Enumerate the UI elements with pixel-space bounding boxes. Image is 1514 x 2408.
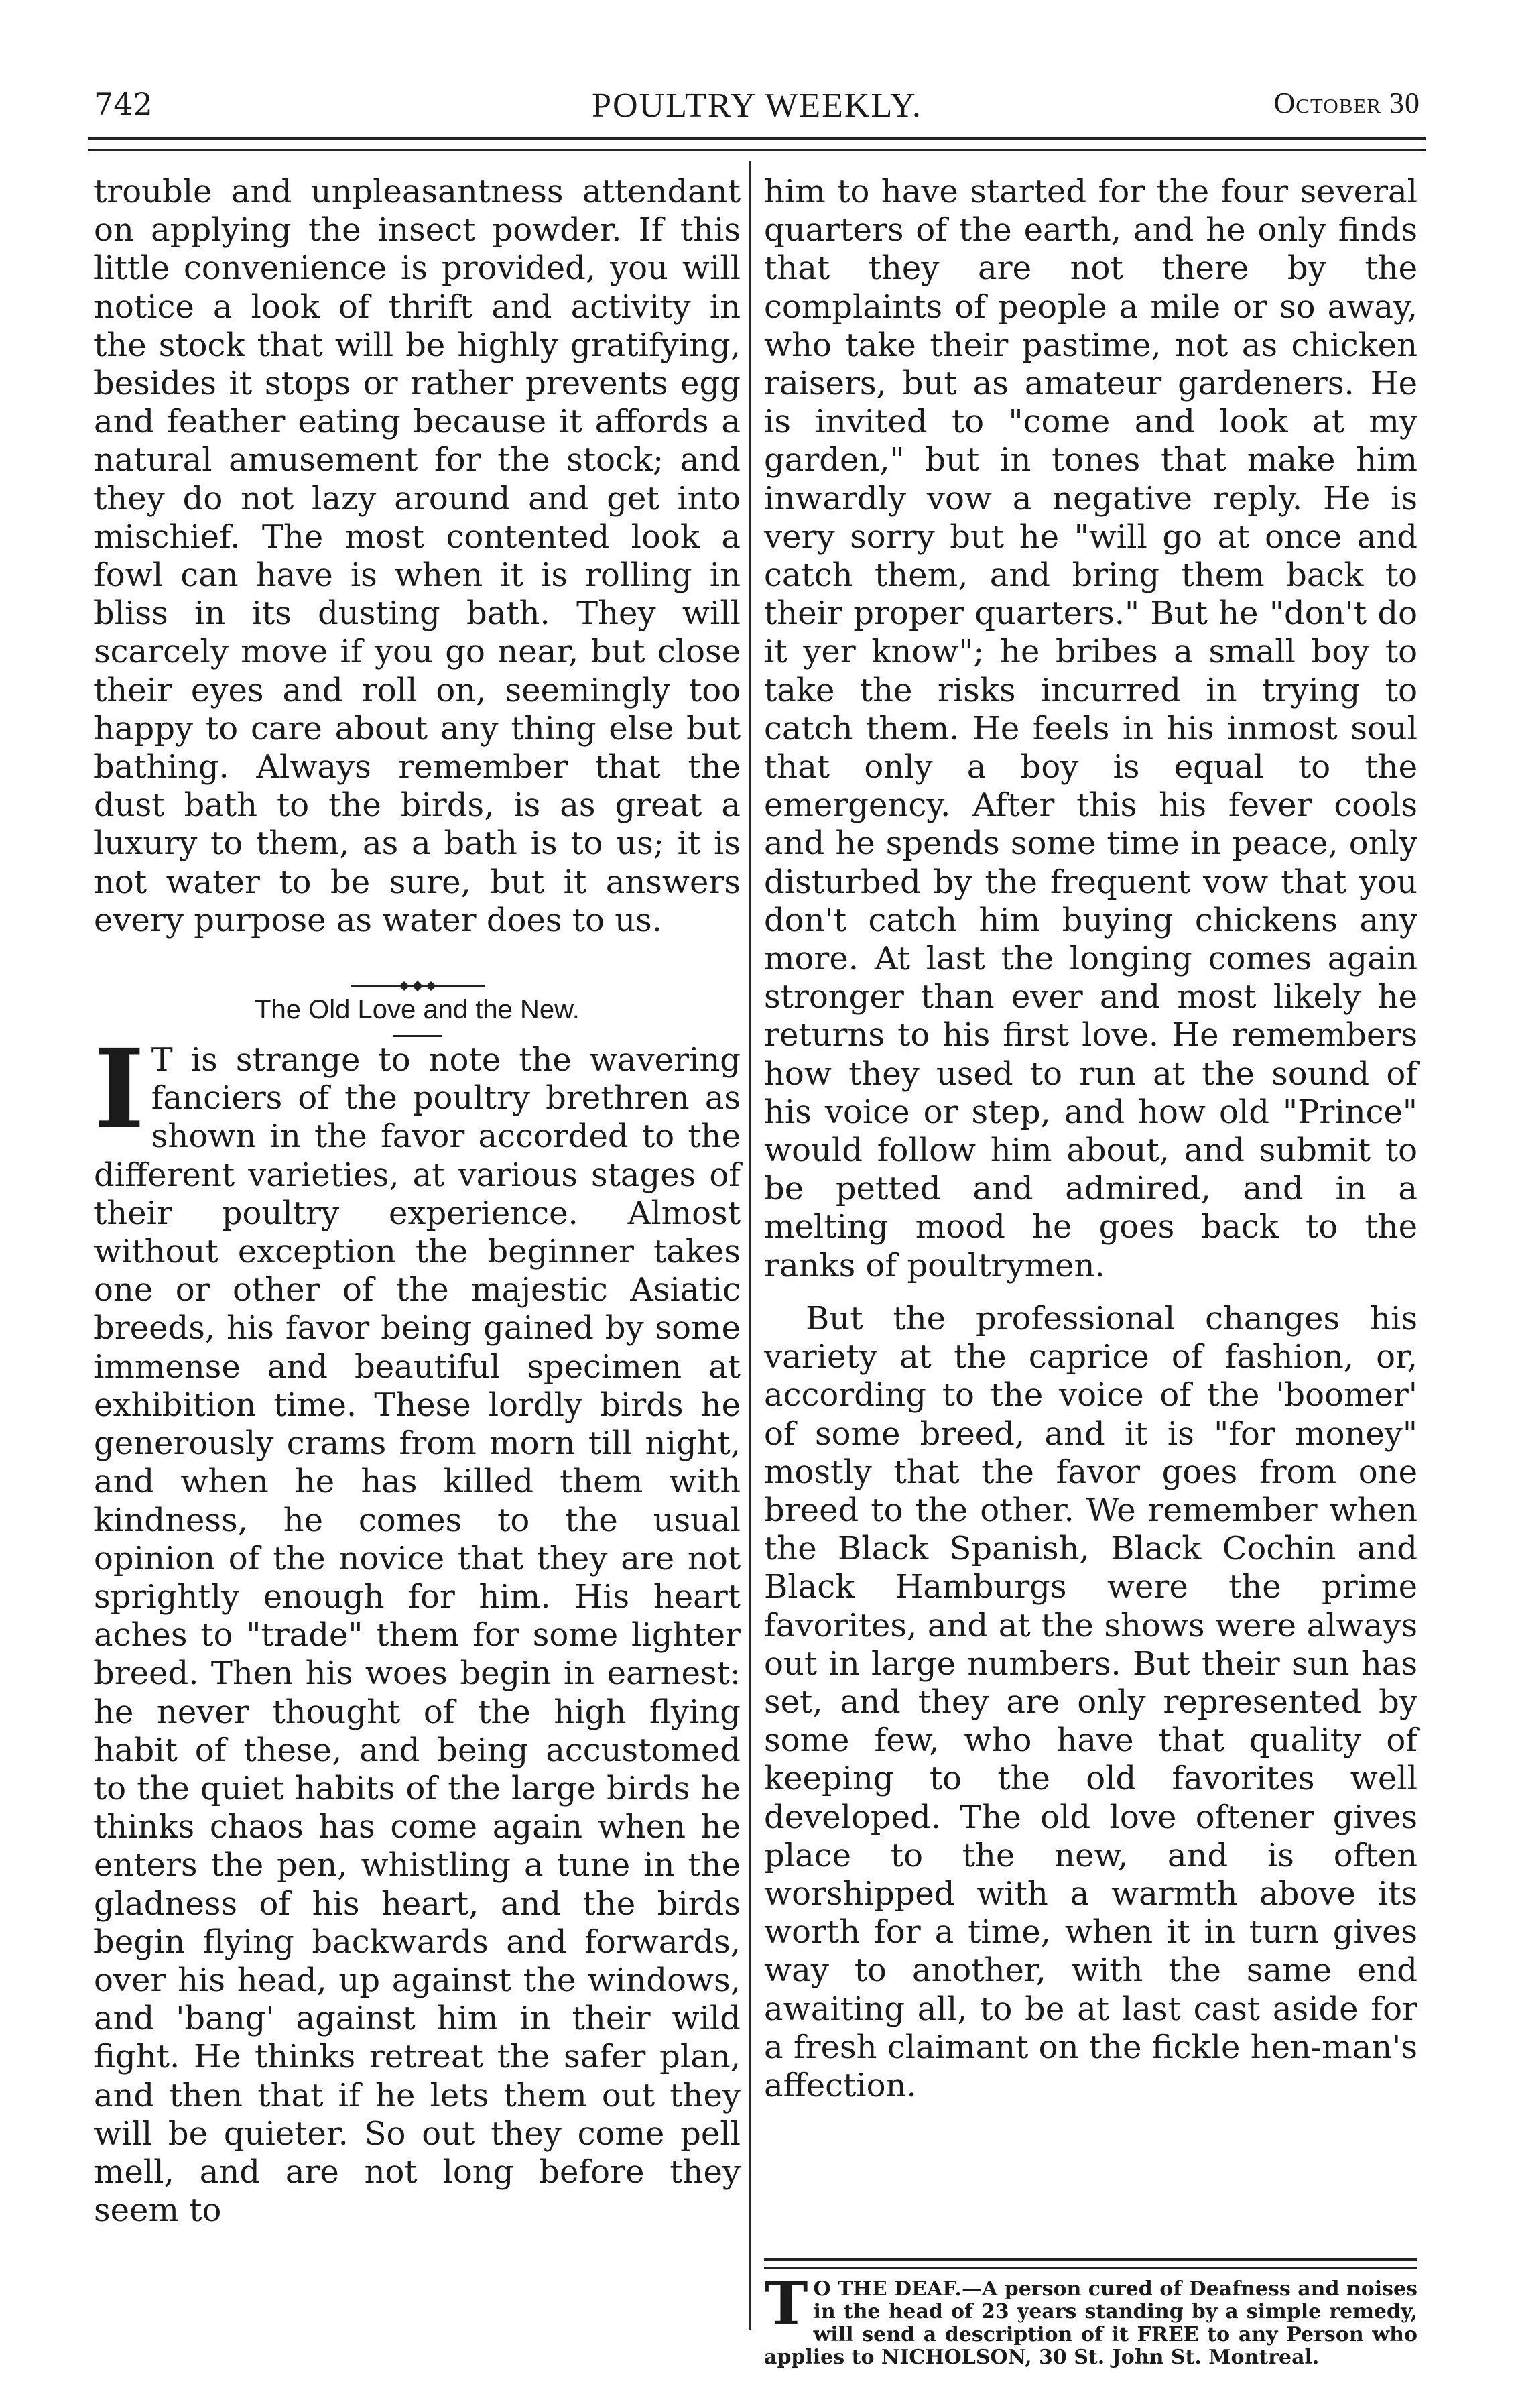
rule-ornament-icon <box>94 964 741 983</box>
right-column <box>764 173 1417 2105</box>
advertisement-text: O THE DEAF.—A person cured of Deafness and noises in the head of 23 years standing by a simple remedy, will send a description of it FREE to any Person who applies to NICHOLSON, 30 St. John St. Montreal. <box>764 2277 1417 2369</box>
page-header <box>94 86 1420 139</box>
article-paragraph-continued: him to have started for the four several quarters of the earth, and he only finds that they are not there by the complaints of people a mile or so away, who take their pastime, not as chicken raisers, but as amateur gardeners. He is invited to "come and look at my garden," but in tones that make him inwardly vow a negative reply. He is very sorry but he "will go at once and catch them, and bring them back to their proper quarters." But he "don't do it yer know"; he bribes a small boy to take the risks incurred in trying to catch them. He feels in his inmost soul that only a boy is equal to the emergency. After this his fever cools and he spends some time in peace, only disturbed by the frequent vow that you don't catch him buying chickens any more. At last the longing comes again stronger than ever and most likely he returns to his first love. He remembers how they used to run at the sound of his voice or step, and how old "Prince" would follow him about, and submit to be petted and admired, and in a melting mood he goes back to the ranks of poultrymen. <box>764 173 1417 1284</box>
advertisement-drop-cap: T <box>764 2269 808 2338</box>
heading-rule <box>393 1035 442 1037</box>
issue-date: October 30 <box>1273 86 1420 119</box>
article-opening-text: T is strange to note the wavering fanciers of the poultry brethren as shown in the favor accorded to the different varieties, at various stages of their poultry experience. Almost without exception the beginner takes one or other of the majestic Asiatic breeds, his favor being gained by some immense and beautiful specimen at exhibition time. These lordly birds he generously crams from morn till night, and when he has killed them with kindness, he comes to the usual opinion of the novice that they are not sprightly enough for him. His heart aches to "trade" them for some lighter breed. Then his woes begin in earnest: he never thought of the high flying habit of these, and being accustomed to the quiet habits of the large birds he thinks chaos has come again when he enters the pen, whistling a tune in the gladness of his heart, and the birds begin flying backwards and forwards, over his head, up against the windows, and 'bang' against him in their wild fight. He thinks retreat the safer plan, and then that if he lets them out they will be quieter. So out they come pell mell, and are not long before they seem to <box>94 1041 741 2230</box>
continued-paragraph: trouble and unpleasantness attendant on applying the insect powder. If this little convenience is provided, you will notice a look of thrift and activity in the stock that will be highly gratifying, besides it stops or rather prevents egg and feather eating because it affords a natural amusement for the stock; and they do not lazy around and get into mischief. The most contented look a fowl can have is when it is rolling in bliss in its dusting bath. They will scarcely move if you go near, but close their eyes and roll on, seemingly too happy to care about any thing else but bathing. Always remember that the dust bath to the birds, is as great a luxury to them, as a bath is to us; it is not water to be sure, but it answers every purpose as water does to us. <box>94 173 741 939</box>
article-paragraph-final: But the professional changes his variety at the caprice of fashion, or, according to the voice of the 'boomer' of some breed, and it is "for money" mostly that the favor goes from one breed to the other. We remember when the Black Spanish, Black Cochin and Black Hamburgs were the prime favorites, and at the shows were always out in large numbers. But their sun has set, and they are only represented by some few, who have that quality of keeping to the old favorites well developed. The old love oftener gives place to the new, and is often worshipped with a warmth above its worth for a time, when it in turn gives way to another, with the same end awaiting all, to be at last cast aside for a fresh claimant on the fickle hen-man's affection. <box>764 1299 1417 2104</box>
advertisement-rule <box>764 2258 1417 2269</box>
left-column <box>94 173 741 2230</box>
article-title: The Old Love and the New. <box>255 995 580 1025</box>
page-number: 742 <box>94 86 153 122</box>
publication-title: POULTRY WEEKLY. <box>592 86 922 125</box>
advertisement <box>764 2269 1417 2369</box>
article-opening-paragraph <box>94 1026 741 2230</box>
header-rule <box>88 137 1426 151</box>
drop-cap: I <box>94 1026 145 1154</box>
column-divider <box>749 161 751 2330</box>
